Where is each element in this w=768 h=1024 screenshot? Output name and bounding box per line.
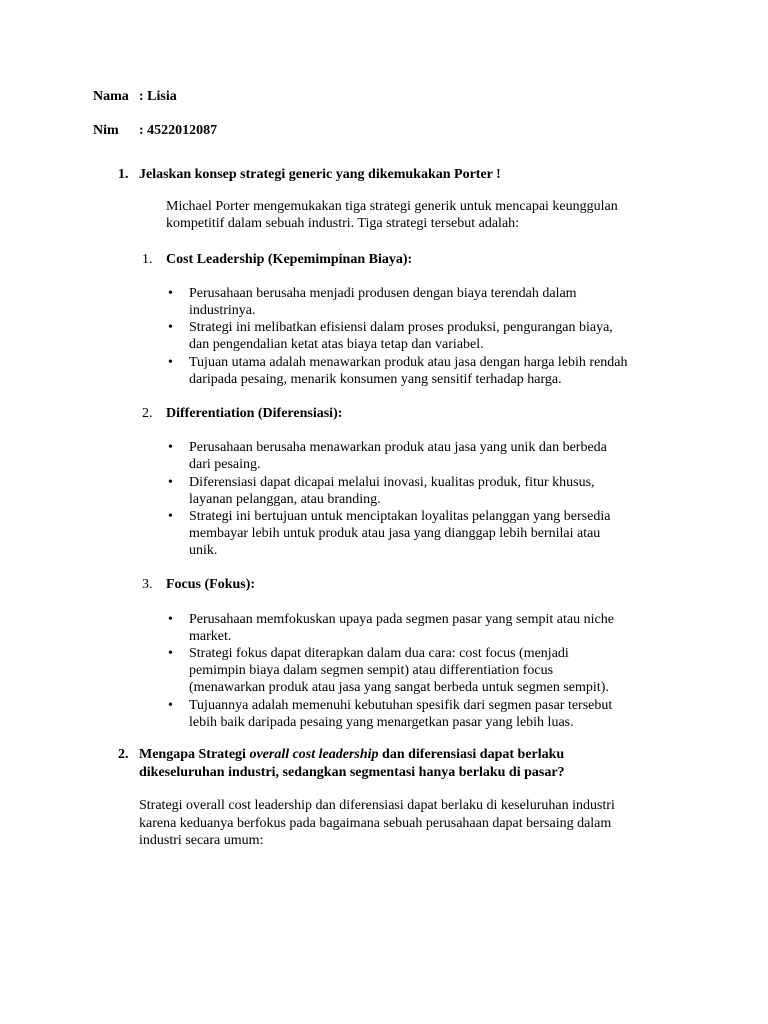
q2-answer-line-3: industri secara umum: xyxy=(139,833,264,848)
question-1-text: Jelaskan konsep strategi generic yang dikemukakan Porter ! xyxy=(139,167,501,182)
s3-b2-line-1: Strategi fokus dapat diterapkan dalam dua cara: cost focus (menjadi xyxy=(189,646,569,661)
s1-b2-line-2: dan pengendalian ketat atas biaya tetap dan variabel. xyxy=(189,337,484,352)
name-label: Nama xyxy=(93,89,129,104)
question-2-number: 2. xyxy=(118,747,129,762)
s3-b1-line-2: market. xyxy=(189,629,232,644)
bullet-icon: • xyxy=(168,612,173,627)
question-2-part-2: dan diferensiasi dapat berlaku xyxy=(378,747,565,762)
section-3-number: 3. xyxy=(142,577,153,592)
section-2-title: Differentiation (Diferensiasi): xyxy=(166,406,343,421)
s2-b3-line-1: Strategi ini bertujuan untuk menciptakan loyalitas pelanggan yang bersedia xyxy=(189,509,611,524)
bullet-icon: • xyxy=(168,355,173,370)
s2-b2-line-2: layanan pelanggan, atau branding. xyxy=(189,492,381,507)
bullet-icon: • xyxy=(168,698,173,713)
section-1-number: 1. xyxy=(142,252,153,267)
s3-b2-line-3: (menawarkan produk atau jasa yang sangat berbeda untuk segmen sempit). xyxy=(189,680,609,695)
section-1-title: Cost Leadership (Kepemimpinan Biaya): xyxy=(166,252,413,267)
bullet-icon: • xyxy=(168,509,173,524)
q1-intro-line-2: kompetitif dalam sebuah industri. Tiga strategi tersebut adalah: xyxy=(166,216,520,231)
question-2-line-2: dikeseluruhan industri, sedangkan segmentasi hanya berlaku di pasar? xyxy=(139,765,565,780)
s3-b3-line-1: Tujuannya adalah memenuhi kebutuhan spesifik dari segmen pasar tersebut xyxy=(189,698,613,713)
section-2-number: 2. xyxy=(142,406,153,421)
name-value: : Lisia xyxy=(139,89,177,104)
s1-b1-line-1: Perusahaan berusaha menjadi produsen dengan biaya terendah dalam xyxy=(189,286,577,301)
s2-b3-line-2: membayar lebih untuk produk atau jasa yang dianggap lebih bernilai atau xyxy=(189,526,601,541)
s1-b2-line-1: Strategi ini melibatkan efisiensi dalam proses produksi, pengurangan biaya, xyxy=(189,320,613,335)
question-2-part-1: Mengapa Strategi xyxy=(139,747,250,762)
s1-b3-line-1: Tujuan utama adalah menawarkan produk atau jasa dengan harga lebih rendah xyxy=(189,355,628,370)
q1-intro-line-1: Michael Porter mengemukakan tiga strategi generik untuk mencapai keunggulan xyxy=(166,199,618,214)
bullet-icon: • xyxy=(168,320,173,335)
s2-b1-line-2: dari pesaing. xyxy=(189,457,261,472)
s2-b2-line-1: Diferensiasi dapat dicapai melalui inovasi, kualitas produk, fitur khusus, xyxy=(189,475,595,490)
s1-b1-line-2: industrinya. xyxy=(189,303,256,318)
s3-b2-line-2: pemimpin biaya dalam segmen sempit) atau differentiation focus xyxy=(189,663,554,678)
s1-b3-line-2: daripada pesaing, menarik konsumen yang sensitif terhadap harga. xyxy=(189,372,562,387)
question-2-line-1 xyxy=(139,746,564,763)
q2-answer-line-1: Strategi overall cost leadership dan diferensiasi dapat berlaku di keseluruhan industri xyxy=(139,798,615,813)
bullet-icon: • xyxy=(168,286,173,301)
s2-b3-line-3: unik. xyxy=(189,543,218,558)
q2-answer-line-2: karena keduanya berfokus pada bagaimana sebuah perusahaan dapat bersaing dalam xyxy=(139,816,612,831)
question-2-italic-term: overall cost leadership xyxy=(249,747,379,762)
nim-value: : 4522012087 xyxy=(139,123,218,138)
section-3-title: Focus (Fokus): xyxy=(166,577,256,592)
s3-b3-line-2: lebih baik daripada pesaing yang menargetkan pasar yang lebih luas. xyxy=(189,715,574,730)
question-1-number: 1. xyxy=(118,167,129,182)
bullet-icon: • xyxy=(168,646,173,661)
s3-b1-line-1: Perusahaan memfokuskan upaya pada segmen pasar yang sempit atau niche xyxy=(189,612,614,627)
s2-b1-line-1: Perusahaan berusaha menawarkan produk atau jasa yang unik dan berbeda xyxy=(189,440,607,455)
bullet-icon: • xyxy=(168,475,173,490)
bullet-icon: • xyxy=(168,440,173,455)
nim-label: Nim xyxy=(93,123,119,138)
